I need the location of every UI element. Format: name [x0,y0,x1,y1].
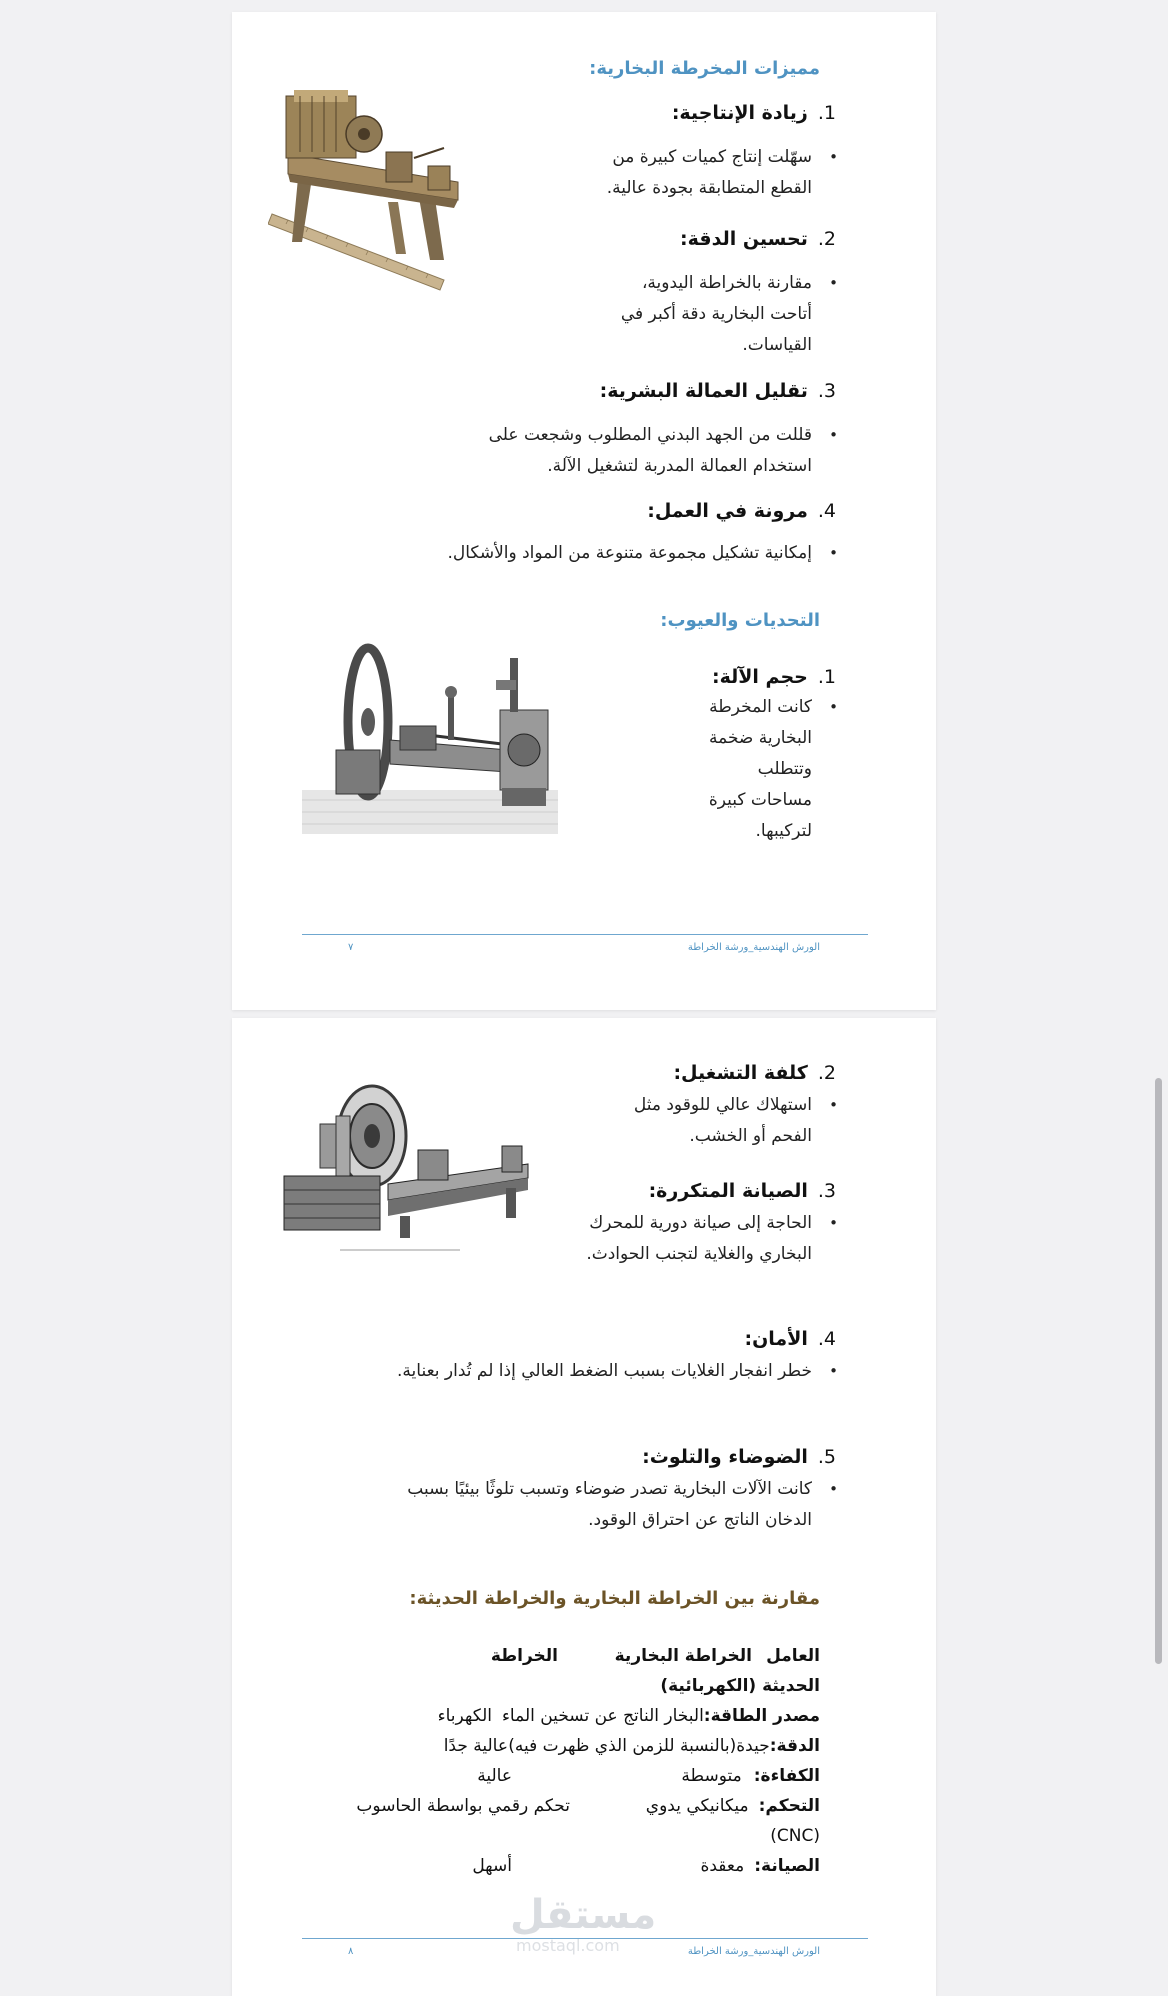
comparison-heading: مقارنة بين الخراطة البخارية والخراطة الحديثة: [409,1588,820,1609]
footer-title: الورش الهندسية_ورشة الخراطة [687,942,820,953]
table-header-row [766,1646,820,1666]
document-page-7 [232,12,936,1010]
feature-2-text: • مقارنة بالخراطة اليدوية، أتاحت البخارية دقة أكبر في القياسات. [600,268,812,361]
scrollbar-thumb[interactable] [1155,1078,1162,1664]
feature-3-title: 3.تقليل العمالة البشرية: [599,380,836,402]
row-modern-value: عالية [477,1766,512,1786]
feature-3-text: • قللت من الجهد البدني المطلوب وشجعت على استخدام العمالة المدربة لتشغيل الآلة. [446,420,812,482]
challenge-4-title: 4.الأمان: [744,1328,836,1350]
steam-lathe-image [268,82,484,298]
challenge-5-text: • كانت الآلات البخارية تصدر ضوضاء وتسبب تلوثًا بيئيًا بسبب الدخان الناتج عن احتراق الوقود. [388,1474,812,1536]
row-modern-value: عالية جدًا [443,1736,508,1756]
mostaql-watermark-url: mostaql.com [516,1936,620,1955]
table-row-precision [508,1736,820,1756]
row-steam-value: ميكانيكي يدوي [645,1796,749,1816]
row-modern-value: أسهل [472,1856,512,1876]
footer-divider [302,934,868,935]
feature-1-text: • سهّلت إنتاج كميات كبيرة من القطع المتطابقة بجودة عالية. [584,142,812,204]
header-steam: الخراطة البخارية [614,1646,752,1666]
challenge-1-title: 1.حجم الآلة: [712,666,836,688]
feature-1-title: 1.زيادة الإنتاجية: [671,102,836,124]
challenge-2-text: • استهلاك عالي للوقود مثل الفحم أو الخشب. [598,1090,812,1152]
row-modern-value: تحكم رقمي بواسطة الحاسوب [356,1796,570,1816]
row-modern-value: الكهرباء [437,1706,492,1726]
feature-4-text: • إمكانية تشكيل مجموعة متنوعة من المواد والأشكال. [372,538,812,569]
header-modern: الخراطة [490,1646,558,1666]
challenge-1-text: • كانت المخرطة البخارية ضخمة وتتطلب مساحات كبيرة لتركيبها. [708,692,812,847]
table-row-energy [502,1706,820,1726]
steam-engine-image [302,640,558,834]
row-steam-value: متوسطة [681,1766,742,1786]
row-steam-value: معقدة [700,1856,745,1876]
row-label: مصدر الطاقة: [703,1706,820,1726]
feature-4-title: 4.مرونة في العمل: [647,500,836,522]
row-modern-value-cont: (CNC) [770,1826,820,1846]
table-row-efficiency [681,1766,820,1786]
challenge-2-title: 2.كلفة التشغيل: [673,1062,836,1084]
row-steam-value: جيدة(بالنسبة للزمن الذي ظهرت فيه) [508,1736,770,1756]
challenges-heading: التحديات والعيوب: [660,610,820,631]
row-label: الصيانة: [754,1856,820,1876]
challenge-4-text: • خطر انفجار الغلايات بسبب الضغط العالي إذا لم تُدار بعناية. [388,1356,812,1387]
row-label: الكفاءة: [753,1766,820,1786]
page-number: ٧ [348,942,354,953]
table-row-control [646,1796,820,1816]
footer-title: الورش الهندسية_ورشة الخراطة [687,1946,820,1957]
mostaql-watermark-logo: مستقل [510,1892,657,1938]
features-heading: مميزات المخرطة البخارية: [589,58,820,79]
header-factor: العامل [766,1646,820,1666]
feature-2-title: 2.تحسين الدقة: [680,228,836,250]
header-modern-cont: الحديثة (الكهربائية) [660,1676,820,1696]
challenge-3-title: 3.الصيانة المتكررة: [648,1180,836,1202]
row-label: التحكم: [758,1796,820,1816]
document-page-8 [232,1018,936,1996]
challenge-5-title: 5.الضوضاء والتلوث: [642,1446,836,1468]
row-steam-value: البخار الناتج عن تسخين الماء [501,1706,704,1726]
page-number: ٨ [348,1946,354,1957]
challenge-3-text: • الحاجة إلى صيانة دورية للمحرك البخاري والغلاية لتجنب الحوادث. [586,1208,812,1270]
table-row-maintenance [700,1856,820,1876]
row-label: الدقة: [769,1736,820,1756]
lathe-machine-image [280,1080,536,1258]
